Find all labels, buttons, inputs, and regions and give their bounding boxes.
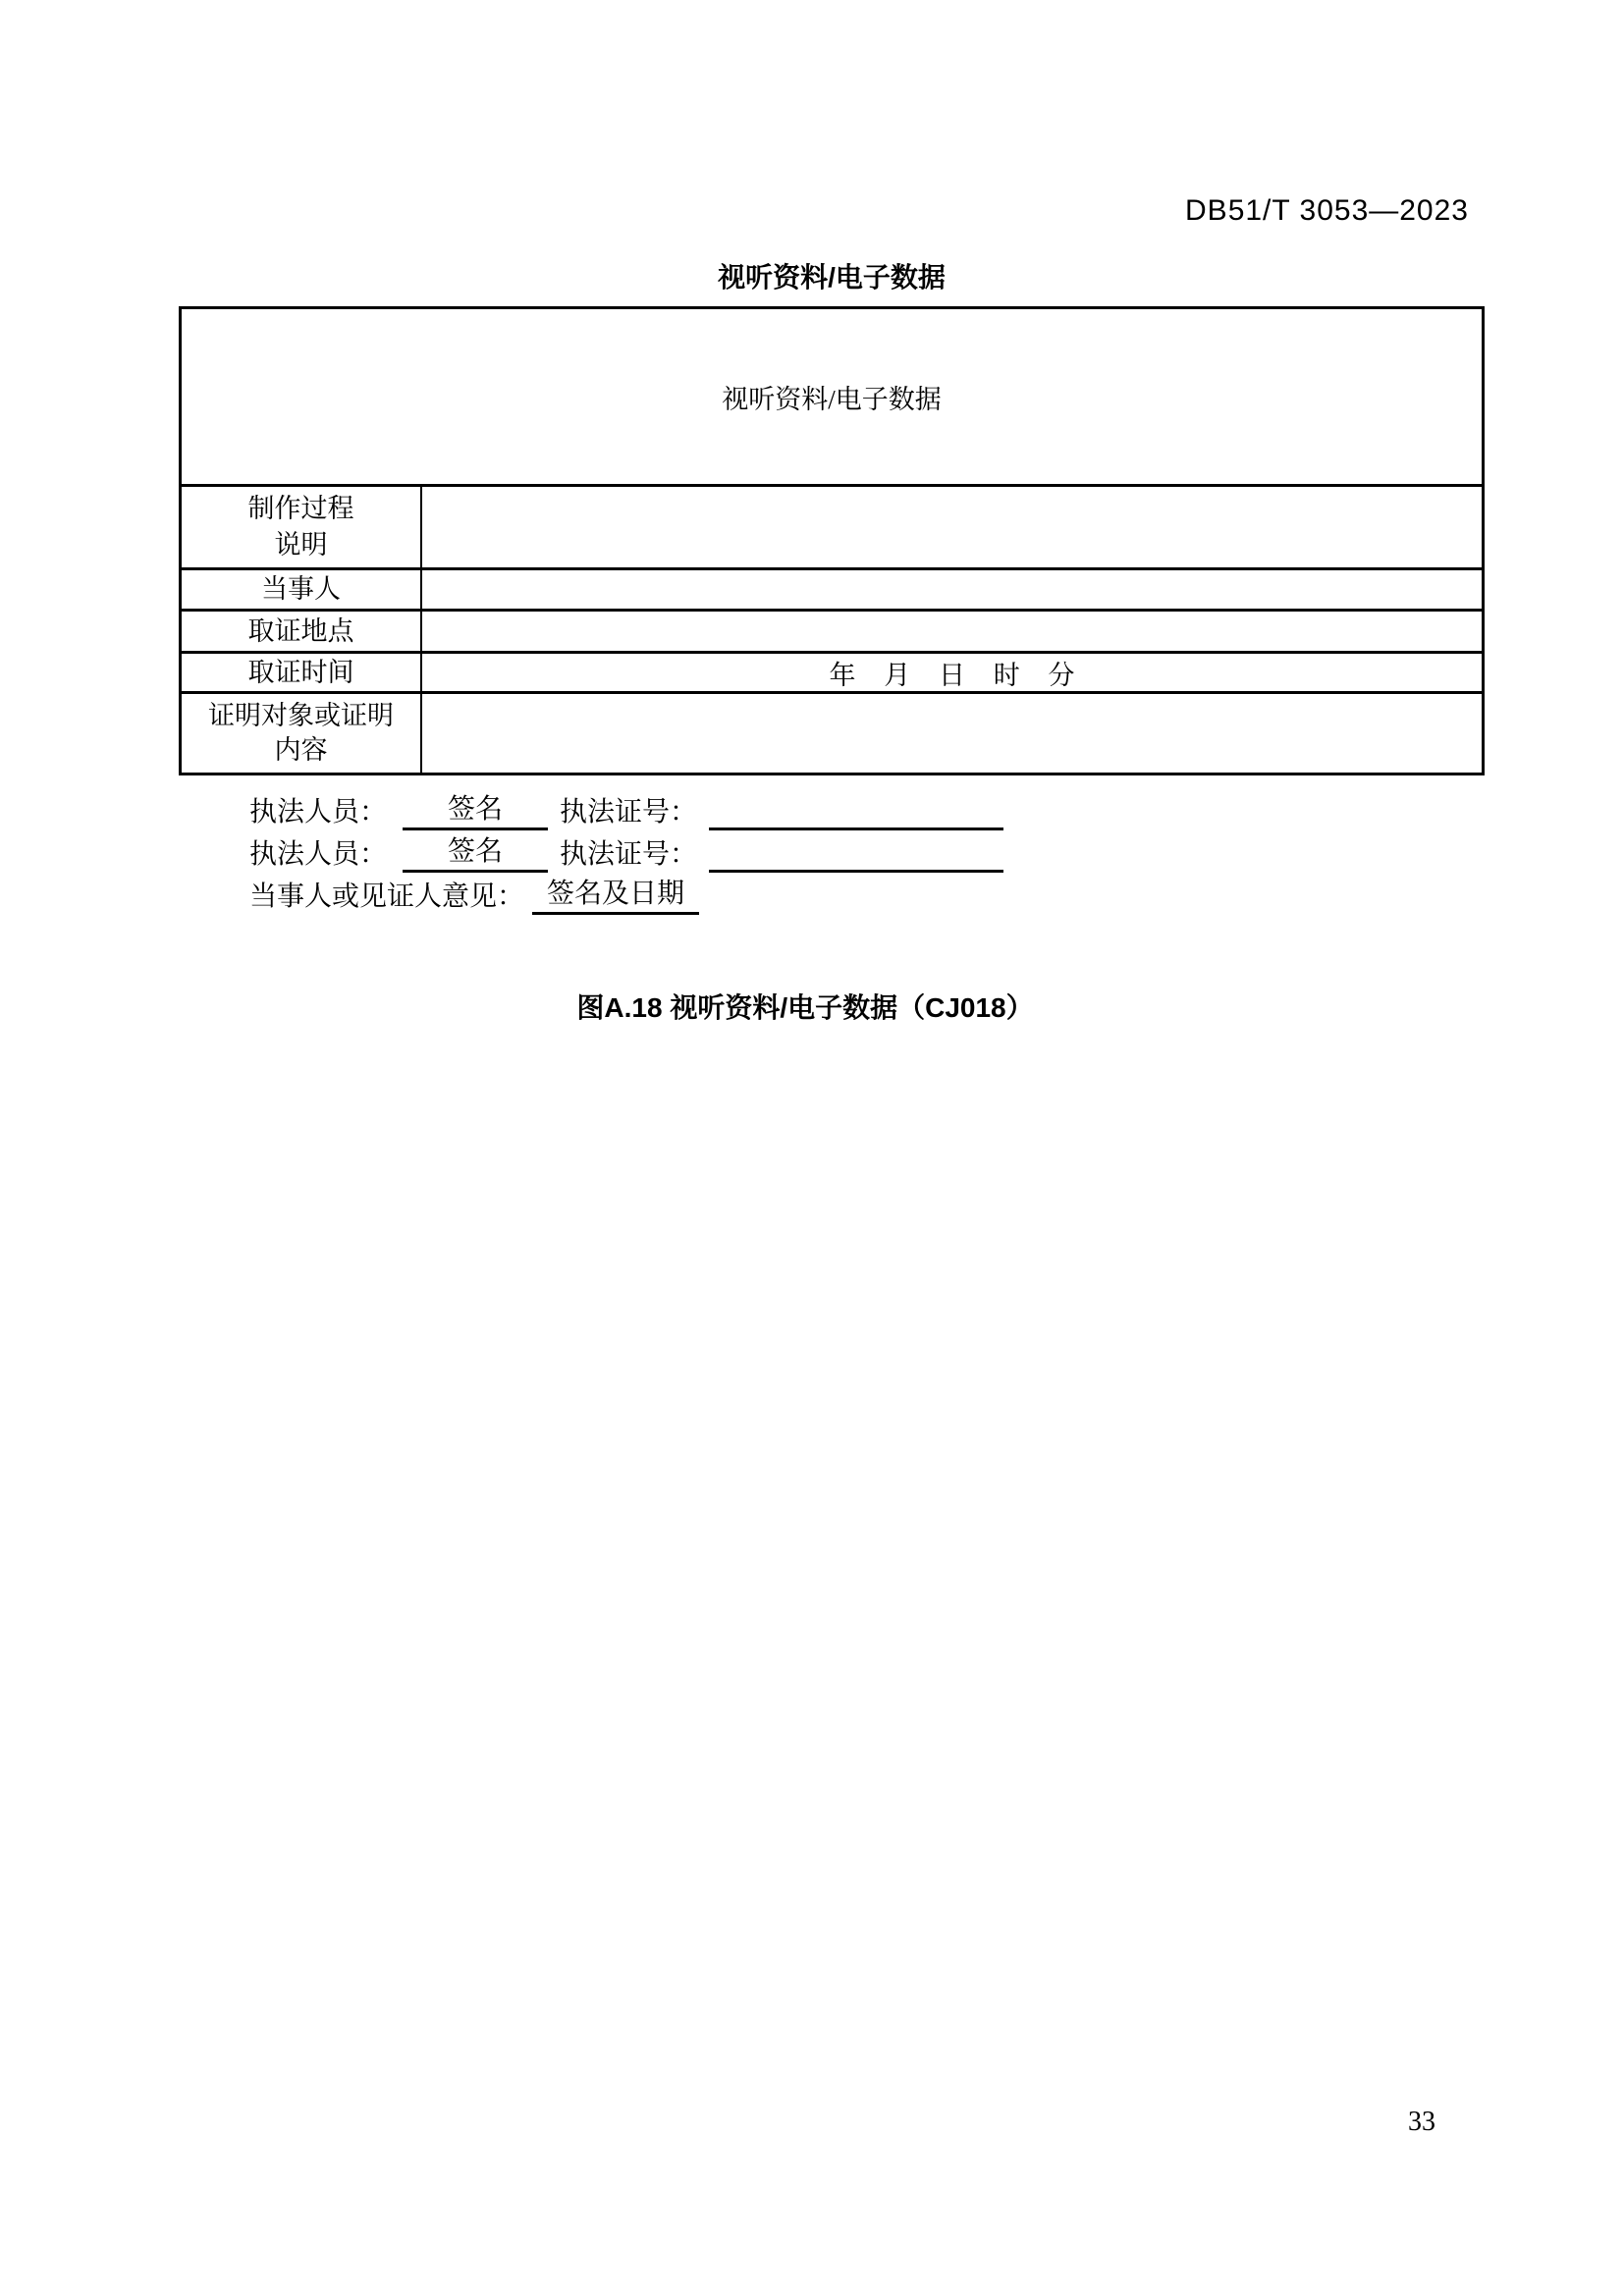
row-label-evidence-location [182,612,422,651]
row-label-line: 证明对象或证明 [208,700,394,730]
row-value-party [422,570,1482,609]
row-label-party [182,570,422,609]
cert-number-blank [709,870,1003,873]
officer-label: 执法人员： [249,839,388,870]
party-opinion-blank: 签名及日期 [532,876,699,915]
figure-caption: 图A.18 视听资料/电子数据（CJ018） [576,992,1034,1023]
table-row-party [182,567,1482,609]
table-header-cell-text: 视听资料/电子数据 [722,384,942,414]
date-time-placeholder: 年 月 日 时 分 [829,660,1075,690]
row-value-evidence-location [422,612,1482,651]
cert-number-label: 执法证号： [560,797,698,828]
officer-signature-line-1 [249,791,1003,833]
officer-signature-line-2 [249,833,1003,876]
cert-number-blank [709,828,1003,830]
row-label-production-process [182,487,422,567]
row-label-line: 取证地点 [247,615,354,646]
row-label-line: 内容 [274,735,328,766]
row-label-line: 制作过程 [247,494,354,524]
form-title: 视听资料/电子数据 [718,262,946,293]
table-row-evidence-location [182,609,1482,651]
row-value-production-process [422,487,1482,567]
row-label-evidence-time [182,654,422,691]
table-row-evidence-time [182,651,1482,691]
row-value-evidence-time [422,654,1482,691]
table-row-production-process [182,484,1482,567]
row-label-line: 取证时间 [247,657,354,687]
party-opinion-label: 当事人或见证人意见： [249,881,525,912]
row-label-line: 说明 [274,529,328,560]
officer-signature-blank: 签名 [403,833,548,873]
evidence-form-table [179,306,1485,775]
row-value-proof-object [422,694,1482,773]
party-opinion-line [249,876,1003,918]
table-row-proof-object [182,691,1482,773]
row-label-line: 当事人 [261,574,341,604]
officer-signature-blank: 签名 [403,791,548,830]
standard-number: DB51/T 3053—2023 [1185,194,1469,227]
signature-block [249,791,1003,918]
table-header-row [182,309,1482,484]
page-number: 33 [1408,2107,1435,2137]
row-label-proof-object [182,694,422,773]
officer-label: 执法人员： [249,797,388,828]
cert-number-label: 执法证号： [560,839,698,870]
